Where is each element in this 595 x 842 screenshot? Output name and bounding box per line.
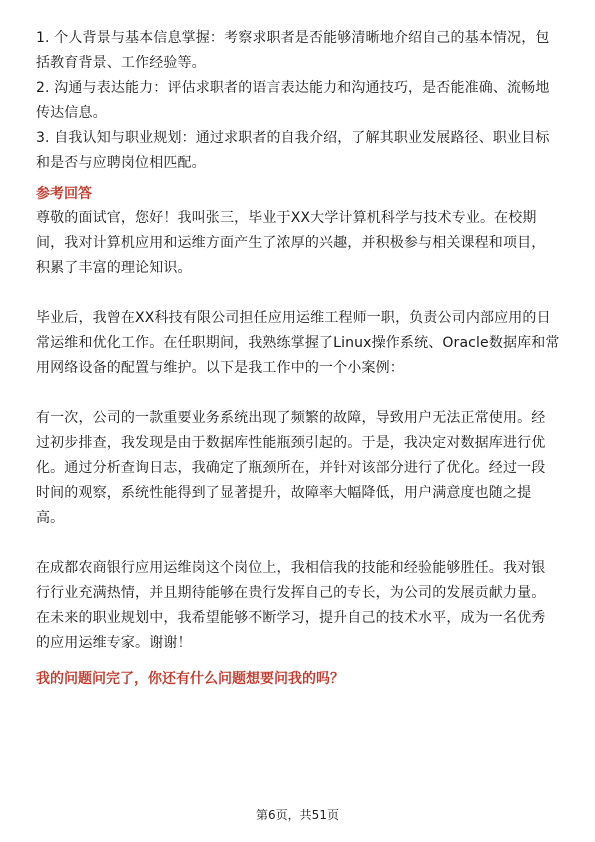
paragraph-line: 在成都农商银行应用运维岗这个岗位上，我相信我的技能和经验能够胜任。我对银 (36, 560, 546, 576)
paragraph-line: 在未来的职业规划中，我希望能够不断学习，提升自己的技术水平，成为一名优秀 (36, 610, 546, 626)
document-page (36, 26, 564, 691)
criteria-item-1 (36, 26, 564, 76)
paragraph-line: 间，我对计算机应用和运维方面产生了浓厚的兴趣，并积极参与相关课程和项目， (36, 235, 546, 251)
paragraph-line: 用网络设备的配置与维护。以下是我工作中的一个小案例： (36, 360, 404, 376)
paragraph-line: 时间的观察，系统性能得到了显著提升，故障率大幅降低，用户满意度也随之提 (36, 485, 532, 501)
paragraph-line: 毕业后，我曾在XX科技有限公司担任应用运维工程师一职，负责公司内部应用的日 (36, 310, 551, 326)
criteria-line: 和是否与应聘岗位相匹配。 (36, 155, 206, 171)
paragraph-gap (36, 281, 564, 306)
paragraph-line: 有一次，公司的一款重要业务系统出现了频繁的故障，导致用户无法正常使用。经 (36, 410, 546, 426)
paragraph-line: 常运维和优化工作。在任职期间，我熟练掌握了Linux操作系统、Oracle数据库和常 (36, 335, 560, 351)
criteria-item-3 (36, 126, 564, 176)
paragraph-line: 化。通过分析查询日志，我确定了瓶颈所在，并针对该部分进行了优化。经过一段 (36, 460, 546, 476)
closing-question: 我的问题问完了，你还有什么问题想要问我的吗？ (36, 671, 344, 687)
criteria-line: 传达信息。 (36, 105, 107, 121)
answer-paragraph-2 (36, 306, 564, 381)
answer-paragraph-3 (36, 406, 564, 531)
paragraph-gap (36, 381, 564, 406)
criteria-list (36, 26, 564, 176)
criteria-line: 3. 自我认知与职业规划：通过求职者的自我介绍，了解其职业发展路径、职业目标 (36, 130, 550, 146)
criteria-line: 2. 沟通与表达能力：评估求职者的语言表达能力和沟通技巧，是否能准确、流畅地 (36, 80, 550, 96)
criteria-item-2 (36, 76, 564, 126)
answer-paragraph-1 (36, 206, 564, 281)
criteria-line: 括教育背景、工作经验等。 (36, 55, 206, 71)
paragraph-line: 的应用运维专家。谢谢！ (36, 635, 192, 651)
paragraph-line: 积累了丰富的理论知识。 (36, 260, 192, 276)
paragraph-line: 尊敬的面试官，您好！我叫张三，毕业于XX大学计算机科学与技术专业。在校期 (36, 210, 537, 226)
criteria-line: 1. 个人背景与基本信息掌握：考察求职者是否能够清晰地介绍自己的基本情况，包 (36, 30, 550, 46)
paragraph-line: 行行业充满热情，并且期待能够在贵行发挥自己的专长，为公司的发展贡献力量。 (36, 585, 546, 601)
paragraph-line: 高。 (36, 510, 65, 526)
paragraph-gap (36, 531, 564, 556)
answer-heading: 参考回答 (36, 186, 92, 202)
answer-paragraph-4 (36, 556, 564, 656)
page-footer: 第6页，共51页 (256, 808, 339, 822)
paragraph-line: 过初步排查，我发现是由于数据库性能瓶颈引起的。于是，我决定对数据库进行优 (36, 435, 546, 451)
